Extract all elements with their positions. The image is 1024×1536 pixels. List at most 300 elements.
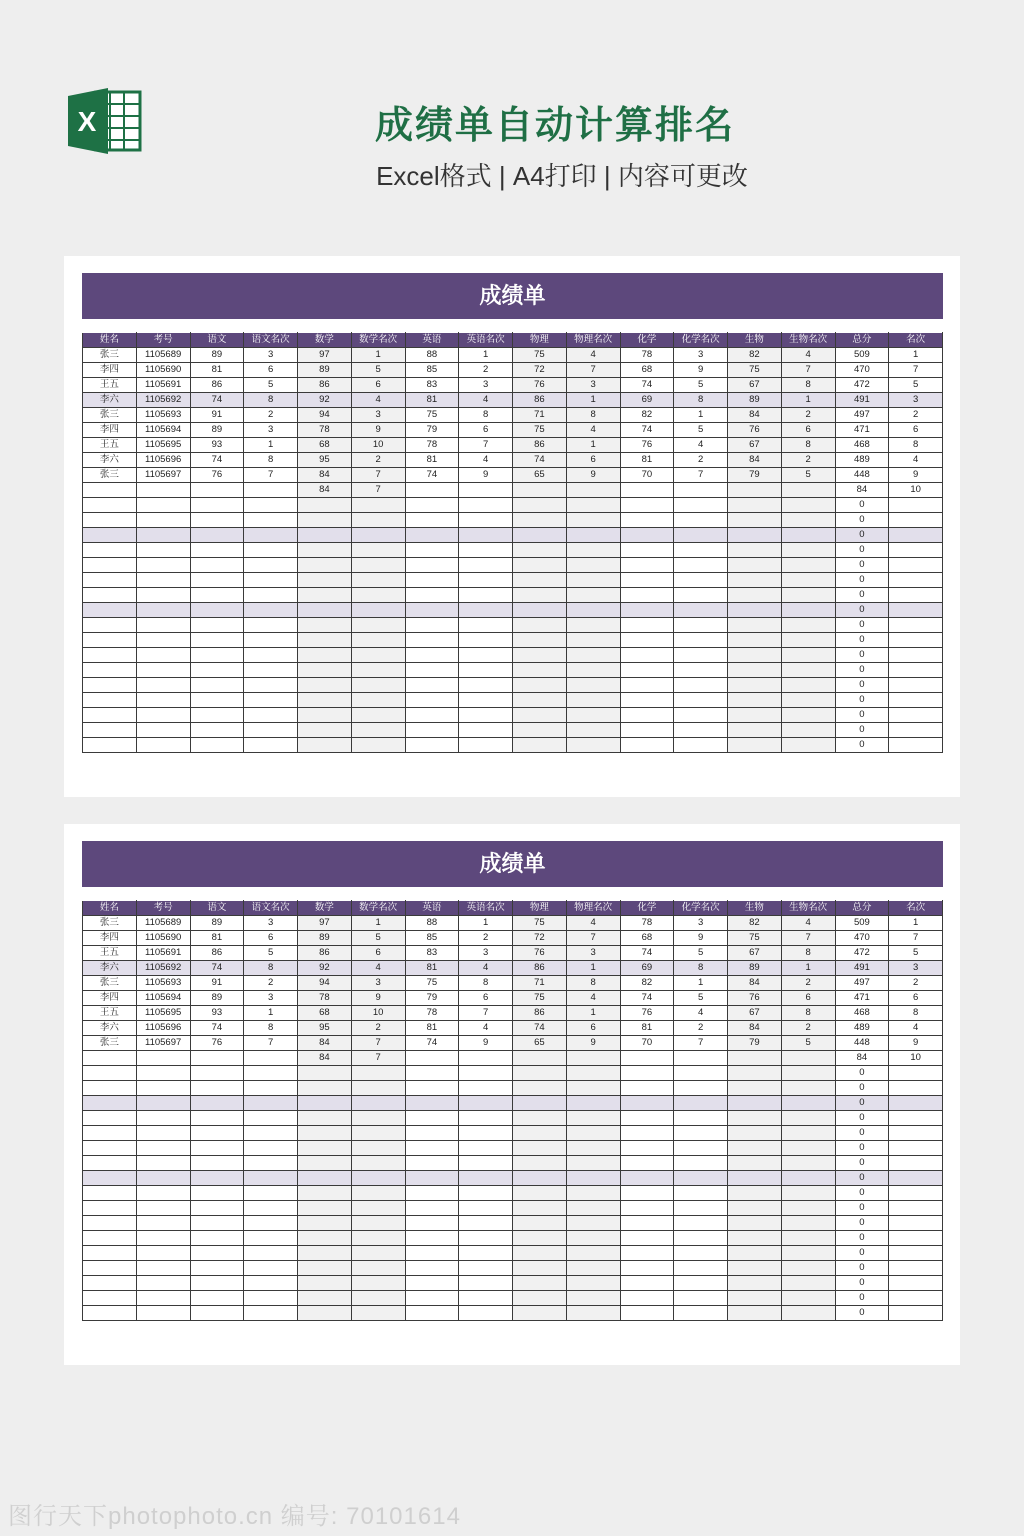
table-cell[interactable] (190, 483, 244, 498)
table-cell[interactable] (190, 543, 244, 558)
table-cell[interactable] (459, 633, 513, 648)
table-cell[interactable] (513, 1261, 567, 1276)
table-cell[interactable]: 10 (889, 483, 943, 498)
table-cell[interactable]: 78 (620, 348, 674, 363)
table-cell[interactable] (513, 1246, 567, 1261)
table-cell[interactable] (513, 1171, 567, 1186)
table-cell[interactable]: 0 (835, 1081, 889, 1096)
table-cell[interactable]: 3 (459, 378, 513, 393)
table-cell[interactable]: 1105694 (136, 991, 190, 1006)
table-cell[interactable] (190, 738, 244, 753)
table-cell[interactable]: 李四 (83, 991, 137, 1006)
table-cell[interactable] (459, 1291, 513, 1306)
table-cell[interactable]: 4 (351, 393, 405, 408)
table-cell[interactable] (298, 1066, 352, 1081)
table-cell[interactable]: 89 (298, 931, 352, 946)
table-cell[interactable] (728, 1186, 782, 1201)
table-cell[interactable] (620, 1066, 674, 1081)
table-cell[interactable]: 84 (298, 1036, 352, 1051)
table-cell[interactable] (566, 573, 620, 588)
table-cell[interactable]: 83 (405, 378, 459, 393)
table-cell[interactable] (889, 498, 943, 513)
table-cell[interactable]: 6 (459, 991, 513, 1006)
table-cell[interactable] (190, 693, 244, 708)
table-cell[interactable] (781, 693, 835, 708)
table-cell[interactable]: 李四 (83, 423, 137, 438)
table-cell[interactable]: 74 (620, 991, 674, 1006)
table-cell[interactable]: 491 (835, 961, 889, 976)
table-cell[interactable] (513, 528, 567, 543)
table-cell[interactable]: 91 (190, 408, 244, 423)
table-cell[interactable] (674, 513, 728, 528)
table-cell[interactable] (889, 558, 943, 573)
table-cell[interactable] (298, 1186, 352, 1201)
table-cell[interactable] (136, 1096, 190, 1111)
table-cell[interactable] (728, 1261, 782, 1276)
table-cell[interactable] (566, 1111, 620, 1126)
table-cell[interactable] (351, 1276, 405, 1291)
table-cell[interactable] (190, 648, 244, 663)
table-cell[interactable]: 1105692 (136, 393, 190, 408)
table-cell[interactable]: 86 (513, 1006, 567, 1021)
table-cell[interactable]: 5 (674, 378, 728, 393)
table-cell[interactable] (405, 1096, 459, 1111)
table-cell[interactable] (781, 483, 835, 498)
table-cell[interactable]: 71 (513, 408, 567, 423)
table-cell[interactable]: 张三 (83, 468, 137, 483)
table-cell[interactable] (674, 678, 728, 693)
table-cell[interactable] (351, 678, 405, 693)
table-cell[interactable]: 4 (781, 916, 835, 931)
table-cell[interactable]: 75 (513, 423, 567, 438)
table-cell[interactable] (351, 1186, 405, 1201)
table-cell[interactable]: 470 (835, 363, 889, 378)
table-cell[interactable] (351, 498, 405, 513)
table-cell[interactable] (781, 1276, 835, 1291)
table-cell[interactable] (405, 603, 459, 618)
table-cell[interactable] (459, 648, 513, 663)
table-cell[interactable] (83, 1261, 137, 1276)
table-cell[interactable]: 79 (405, 991, 459, 1006)
table-cell[interactable]: 76 (620, 438, 674, 453)
table-cell[interactable] (405, 588, 459, 603)
table-cell[interactable] (351, 1111, 405, 1126)
table-cell[interactable] (781, 738, 835, 753)
column-header[interactable]: 物理 (513, 901, 567, 916)
table-cell[interactable] (513, 543, 567, 558)
table-cell[interactable]: 509 (835, 916, 889, 931)
table-cell[interactable]: 67 (728, 378, 782, 393)
table-cell[interactable] (244, 1081, 298, 1096)
table-cell[interactable] (889, 693, 943, 708)
table-cell[interactable] (351, 558, 405, 573)
table-cell[interactable] (351, 1231, 405, 1246)
table-cell[interactable] (889, 1096, 943, 1111)
table-cell[interactable] (190, 573, 244, 588)
table-cell[interactable] (136, 1051, 190, 1066)
table-cell[interactable] (298, 678, 352, 693)
table-cell[interactable]: 7 (244, 468, 298, 483)
table-cell[interactable] (781, 633, 835, 648)
table-cell[interactable]: 9 (566, 468, 620, 483)
table-cell[interactable] (405, 663, 459, 678)
table-cell[interactable] (781, 603, 835, 618)
table-cell[interactable]: 5 (674, 423, 728, 438)
column-header[interactable]: 物理名次 (566, 333, 620, 348)
table-cell[interactable]: 81 (190, 363, 244, 378)
table-cell[interactable] (728, 573, 782, 588)
table-cell[interactable] (513, 1291, 567, 1306)
table-cell[interactable]: 0 (835, 663, 889, 678)
table-cell[interactable]: 4 (459, 393, 513, 408)
table-cell[interactable] (728, 543, 782, 558)
table-cell[interactable] (566, 1096, 620, 1111)
table-cell[interactable] (298, 1141, 352, 1156)
table-cell[interactable]: 0 (835, 678, 889, 693)
table-cell[interactable] (674, 1186, 728, 1201)
table-cell[interactable] (620, 1201, 674, 1216)
table-cell[interactable] (459, 1111, 513, 1126)
table-cell[interactable] (728, 603, 782, 618)
table-cell[interactable]: 78 (298, 423, 352, 438)
table-cell[interactable]: 86 (298, 946, 352, 961)
table-cell[interactable]: 8 (244, 961, 298, 976)
column-header[interactable]: 英语 (405, 901, 459, 916)
table-cell[interactable] (620, 663, 674, 678)
table-cell[interactable] (244, 1276, 298, 1291)
table-cell[interactable] (298, 498, 352, 513)
table-cell[interactable] (83, 723, 137, 738)
table-cell[interactable] (889, 1216, 943, 1231)
table-cell[interactable]: 3 (459, 946, 513, 961)
table-cell[interactable]: 1105696 (136, 453, 190, 468)
table-cell[interactable]: 7 (351, 468, 405, 483)
table-cell[interactable] (728, 1171, 782, 1186)
table-cell[interactable] (351, 513, 405, 528)
table-cell[interactable] (298, 1231, 352, 1246)
table-cell[interactable]: 448 (835, 1036, 889, 1051)
table-cell[interactable]: 2 (781, 1021, 835, 1036)
table-cell[interactable]: 8 (566, 408, 620, 423)
table-cell[interactable] (513, 1216, 567, 1231)
table-cell[interactable] (620, 603, 674, 618)
table-cell[interactable] (405, 558, 459, 573)
table-cell[interactable]: 86 (513, 961, 567, 976)
table-cell[interactable] (351, 1246, 405, 1261)
table-cell[interactable]: 3 (674, 348, 728, 363)
table-cell[interactable] (244, 483, 298, 498)
table-cell[interactable] (728, 618, 782, 633)
table-cell[interactable] (674, 498, 728, 513)
table-cell[interactable] (136, 1231, 190, 1246)
table-cell[interactable] (781, 1261, 835, 1276)
table-cell[interactable]: 0 (835, 1126, 889, 1141)
table-cell[interactable] (83, 633, 137, 648)
table-cell[interactable] (728, 558, 782, 573)
table-cell[interactable]: 1105690 (136, 931, 190, 946)
table-cell[interactable]: 94 (298, 408, 352, 423)
table-cell[interactable]: 448 (835, 468, 889, 483)
table-cell[interactable]: 2 (889, 976, 943, 991)
table-cell[interactable]: 472 (835, 946, 889, 961)
table-cell[interactable] (620, 1291, 674, 1306)
table-cell[interactable]: 6 (889, 991, 943, 1006)
table-cell[interactable]: 5 (244, 946, 298, 961)
table-cell[interactable]: 1105690 (136, 363, 190, 378)
table-cell[interactable] (728, 738, 782, 753)
table-cell[interactable] (459, 1081, 513, 1096)
table-cell[interactable]: 0 (835, 1111, 889, 1126)
table-cell[interactable]: 7 (889, 931, 943, 946)
table-cell[interactable] (889, 1231, 943, 1246)
table-cell[interactable] (405, 543, 459, 558)
table-cell[interactable] (781, 1111, 835, 1126)
table-cell[interactable]: 76 (728, 423, 782, 438)
table-cell[interactable] (781, 1051, 835, 1066)
table-cell[interactable] (136, 1186, 190, 1201)
table-cell[interactable]: 74 (620, 946, 674, 961)
table-cell[interactable] (136, 1306, 190, 1321)
table-cell[interactable] (351, 1171, 405, 1186)
table-cell[interactable] (620, 1246, 674, 1261)
table-cell[interactable] (674, 603, 728, 618)
table-cell[interactable] (351, 1291, 405, 1306)
table-cell[interactable]: 76 (513, 378, 567, 393)
table-cell[interactable] (190, 708, 244, 723)
table-cell[interactable] (405, 648, 459, 663)
table-cell[interactable]: 8 (566, 976, 620, 991)
table-cell[interactable] (566, 693, 620, 708)
table-cell[interactable] (513, 558, 567, 573)
table-cell[interactable] (405, 513, 459, 528)
table-cell[interactable] (620, 1141, 674, 1156)
table-cell[interactable]: 472 (835, 378, 889, 393)
table-cell[interactable]: 497 (835, 976, 889, 991)
table-cell[interactable] (889, 633, 943, 648)
table-cell[interactable] (244, 678, 298, 693)
table-cell[interactable] (728, 588, 782, 603)
table-cell[interactable]: 82 (728, 916, 782, 931)
table-cell[interactable]: 1 (674, 408, 728, 423)
table-cell[interactable] (459, 1126, 513, 1141)
table-cell[interactable]: 5 (674, 991, 728, 1006)
table-cell[interactable]: 5 (889, 946, 943, 961)
table-cell[interactable] (244, 603, 298, 618)
table-cell[interactable] (781, 1126, 835, 1141)
table-cell[interactable]: 1105697 (136, 1036, 190, 1051)
table-cell[interactable]: 79 (405, 423, 459, 438)
table-cell[interactable]: 81 (405, 1021, 459, 1036)
table-cell[interactable] (459, 1186, 513, 1201)
table-cell[interactable] (889, 1276, 943, 1291)
column-header[interactable]: 英语 (405, 333, 459, 348)
table-cell[interactable] (459, 573, 513, 588)
table-cell[interactable]: 81 (620, 453, 674, 468)
table-cell[interactable]: 0 (835, 1291, 889, 1306)
table-cell[interactable] (781, 558, 835, 573)
table-cell[interactable]: 0 (835, 543, 889, 558)
table-cell[interactable] (244, 528, 298, 543)
table-cell[interactable] (889, 1186, 943, 1201)
table-cell[interactable] (298, 1291, 352, 1306)
table-cell[interactable]: 张三 (83, 348, 137, 363)
table-cell[interactable]: 0 (835, 528, 889, 543)
table-cell[interactable] (83, 1246, 137, 1261)
table-cell[interactable] (244, 1246, 298, 1261)
table-cell[interactable] (190, 528, 244, 543)
table-cell[interactable] (781, 1246, 835, 1261)
table-cell[interactable]: 8 (244, 453, 298, 468)
table-cell[interactable] (566, 1171, 620, 1186)
table-cell[interactable] (674, 1306, 728, 1321)
table-cell[interactable] (136, 708, 190, 723)
table-cell[interactable]: 509 (835, 348, 889, 363)
table-cell[interactable] (136, 1141, 190, 1156)
column-header[interactable]: 化学名次 (674, 901, 728, 916)
table-cell[interactable]: 86 (298, 378, 352, 393)
table-cell[interactable] (459, 1066, 513, 1081)
table-cell[interactable] (405, 483, 459, 498)
table-cell[interactable] (459, 1261, 513, 1276)
table-cell[interactable] (298, 573, 352, 588)
table-cell[interactable] (136, 723, 190, 738)
table-cell[interactable] (674, 618, 728, 633)
table-cell[interactable]: 1105692 (136, 961, 190, 976)
column-header[interactable]: 数学名次 (351, 333, 405, 348)
table-cell[interactable] (298, 633, 352, 648)
table-cell[interactable] (674, 588, 728, 603)
table-cell[interactable] (728, 693, 782, 708)
table-cell[interactable] (136, 1276, 190, 1291)
table-cell[interactable] (674, 1261, 728, 1276)
table-cell[interactable]: 1105696 (136, 1021, 190, 1036)
table-cell[interactable]: 8 (459, 408, 513, 423)
table-cell[interactable] (136, 1216, 190, 1231)
table-cell[interactable]: 81 (405, 961, 459, 976)
table-cell[interactable]: 82 (620, 408, 674, 423)
table-cell[interactable]: 85 (405, 931, 459, 946)
table-cell[interactable] (889, 1066, 943, 1081)
table-cell[interactable]: 1 (674, 976, 728, 991)
table-cell[interactable]: 84 (728, 976, 782, 991)
table-cell[interactable]: 76 (190, 1036, 244, 1051)
table-cell[interactable]: 5 (351, 931, 405, 946)
table-cell[interactable]: 王五 (83, 378, 137, 393)
table-cell[interactable]: 9 (351, 423, 405, 438)
table-cell[interactable] (190, 723, 244, 738)
table-cell[interactable] (405, 528, 459, 543)
table-cell[interactable]: 3 (244, 916, 298, 931)
table-cell[interactable] (674, 1276, 728, 1291)
table-cell[interactable] (889, 1126, 943, 1141)
table-cell[interactable] (136, 498, 190, 513)
table-cell[interactable] (405, 1081, 459, 1096)
table-cell[interactable] (244, 1156, 298, 1171)
table-cell[interactable]: 5 (781, 468, 835, 483)
column-header[interactable]: 化学 (620, 333, 674, 348)
table-cell[interactable] (459, 528, 513, 543)
table-cell[interactable]: 0 (835, 1246, 889, 1261)
table-cell[interactable]: 2 (351, 453, 405, 468)
table-cell[interactable]: 74 (513, 1021, 567, 1036)
table-cell[interactable]: 69 (620, 393, 674, 408)
table-cell[interactable] (674, 1171, 728, 1186)
table-cell[interactable] (566, 618, 620, 633)
table-cell[interactable] (459, 1051, 513, 1066)
table-cell[interactable]: 82 (620, 976, 674, 991)
table-cell[interactable] (298, 663, 352, 678)
table-cell[interactable]: 0 (835, 1306, 889, 1321)
table-cell[interactable] (190, 1126, 244, 1141)
table-cell[interactable] (405, 1141, 459, 1156)
table-cell[interactable] (136, 633, 190, 648)
column-header[interactable]: 考号 (136, 333, 190, 348)
table-cell[interactable] (351, 738, 405, 753)
table-cell[interactable] (83, 1231, 137, 1246)
table-cell[interactable] (781, 1291, 835, 1306)
table-cell[interactable] (728, 1231, 782, 1246)
table-cell[interactable] (459, 1246, 513, 1261)
table-cell[interactable] (728, 648, 782, 663)
table-cell[interactable]: 0 (835, 603, 889, 618)
table-cell[interactable] (566, 1186, 620, 1201)
table-cell[interactable] (566, 1276, 620, 1291)
table-cell[interactable] (566, 1291, 620, 1306)
table-cell[interactable] (513, 588, 567, 603)
table-cell[interactable] (889, 543, 943, 558)
table-cell[interactable]: 468 (835, 1006, 889, 1021)
table-cell[interactable] (674, 663, 728, 678)
table-cell[interactable]: 9 (889, 468, 943, 483)
table-cell[interactable] (405, 1231, 459, 1246)
table-cell[interactable] (620, 1081, 674, 1096)
table-cell[interactable] (889, 1261, 943, 1276)
table-cell[interactable] (566, 528, 620, 543)
table-cell[interactable]: 76 (513, 946, 567, 961)
table-cell[interactable] (459, 693, 513, 708)
table-cell[interactable]: 84 (298, 468, 352, 483)
column-header[interactable]: 化学 (620, 901, 674, 916)
table-cell[interactable]: 6 (566, 453, 620, 468)
column-header[interactable]: 生物名次 (781, 333, 835, 348)
table-cell[interactable]: 李六 (83, 453, 137, 468)
table-cell[interactable] (674, 693, 728, 708)
table-cell[interactable]: 78 (298, 991, 352, 1006)
table-cell[interactable] (566, 663, 620, 678)
table-cell[interactable]: 7 (351, 1051, 405, 1066)
table-cell[interactable] (781, 1156, 835, 1171)
column-header[interactable]: 姓名 (83, 901, 137, 916)
table-cell[interactable] (244, 1096, 298, 1111)
table-cell[interactable] (136, 738, 190, 753)
table-cell[interactable] (781, 1066, 835, 1081)
table-cell[interactable]: 4 (566, 348, 620, 363)
table-cell[interactable]: 65 (513, 1036, 567, 1051)
table-cell[interactable] (620, 633, 674, 648)
table-cell[interactable]: 93 (190, 438, 244, 453)
table-cell[interactable]: 1 (459, 916, 513, 931)
table-cell[interactable] (620, 1231, 674, 1246)
table-cell[interactable] (298, 1096, 352, 1111)
table-cell[interactable]: 8 (781, 378, 835, 393)
table-cell[interactable]: 84 (728, 1021, 782, 1036)
table-cell[interactable]: 7 (566, 931, 620, 946)
table-cell[interactable] (83, 543, 137, 558)
table-cell[interactable]: 88 (405, 916, 459, 931)
table-cell[interactable]: 李四 (83, 363, 137, 378)
table-cell[interactable]: 1 (244, 1006, 298, 1021)
table-cell[interactable] (298, 1201, 352, 1216)
